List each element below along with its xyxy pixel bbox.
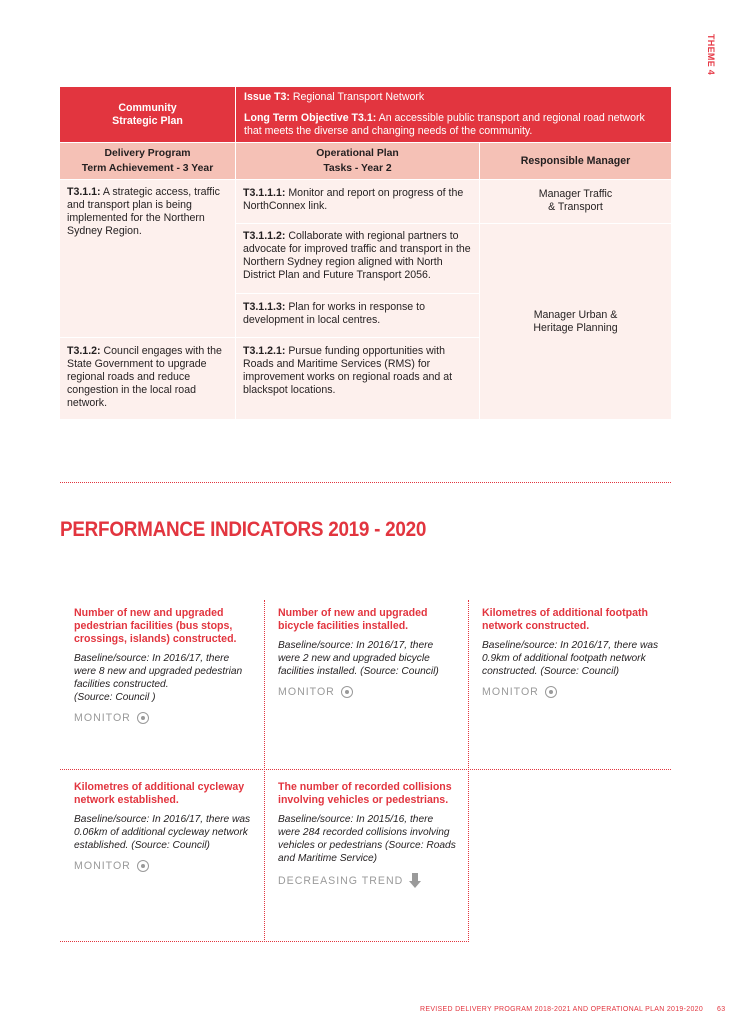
performance-indicators-title: PERFORMANCE INDICATORS 2019 - 2020 xyxy=(60,518,427,541)
issue-header xyxy=(236,87,671,142)
kpi-grid-line xyxy=(60,769,671,770)
kpi-footpath-network xyxy=(482,607,662,698)
objective-text: An accessible public transport and regional road network that meets the diverse and changing needs of the community. xyxy=(244,112,645,137)
section-divider xyxy=(60,482,671,483)
kpi-status xyxy=(278,873,458,888)
kpi-status-label: MONITOR xyxy=(278,686,335,698)
task-text: Collaborate with regional partners to advocate for improved traffic and transport in the Northern Sydney region aligned with North District Plan and Future Transport 2056. xyxy=(243,230,471,281)
kpi-recorded-collisions xyxy=(278,781,458,888)
operational-plan-header-line1: Operational Plan xyxy=(316,148,399,159)
kpi-status-label: MONITOR xyxy=(482,686,539,698)
task-text: Pursue funding opportunities with Roads and Maritime Services (RMS) for improvement works on regional roads and at blackspot locations. xyxy=(243,345,453,396)
monitor-circle-icon xyxy=(545,686,557,698)
kpi-status xyxy=(482,686,662,698)
delivery-cell-t312 xyxy=(60,338,235,419)
community-header-text: Community Strategic Plan xyxy=(112,101,183,127)
down-arrow-icon xyxy=(409,873,421,888)
delivery-text: A strategic access, traffic and transport plan is being implemented for the Northern Sydney Region. xyxy=(67,186,220,237)
delivery-program-header-line2: Term Achievement - 3 Year xyxy=(81,163,214,174)
task-cell-t3112 xyxy=(236,224,479,293)
kpi-baseline: Baseline/source: In 2016/17, there were 2 new and upgraded bicycle facilities installed. (Source: Council) xyxy=(278,640,439,677)
kpi-title: Number of new and upgraded bicycle facilities installed. xyxy=(278,607,428,632)
kpi-title: Number of new and upgraded pedestrian facilities (bus stops, crossings, islands) constructed. xyxy=(74,607,237,645)
theme-tab: THEME 4 xyxy=(706,34,716,76)
delivery-code: T3.1.2: xyxy=(67,345,101,357)
manager-cell-urban xyxy=(480,224,671,419)
delivery-code: T3.1.1: xyxy=(67,186,101,198)
kpi-status xyxy=(74,860,254,872)
kpi-status-label: MONITOR xyxy=(74,712,131,724)
delivery-program-header xyxy=(60,143,235,179)
task-text: Plan for works in response to development in local centres. xyxy=(243,301,425,326)
operational-plan-header-line2: Tasks - Year 2 xyxy=(323,163,392,174)
kpi-title: Kilometres of additional footpath network constructed. xyxy=(482,607,648,632)
issue-label: Issue T3: xyxy=(244,91,290,103)
task-code: T3.1.2.1: xyxy=(243,345,286,357)
kpi-cycleway-network xyxy=(74,781,254,872)
kpi-pedestrian-facilities xyxy=(74,607,254,724)
kpi-title: The number of recorded collisions involving vehicles or pedestrians. xyxy=(278,781,452,806)
manager-cell-traffic: Manager Traffic & Transport xyxy=(480,180,671,223)
task-cell-t3113 xyxy=(236,294,479,337)
plan-table xyxy=(60,87,671,419)
monitor-circle-icon xyxy=(137,712,149,724)
kpi-status-label: MONITOR xyxy=(74,860,131,872)
operational-plan-header xyxy=(236,143,479,179)
kpi-baseline: Baseline/source: In 2015/16, there were 284 recorded collisions involving vehicles or pedestrians (Source: Roads and Maritime Service) xyxy=(278,814,456,864)
objective-line xyxy=(244,112,663,138)
footer-text: REVISED DELIVERY PROGRAM 2018-2021 AND OPERATIONAL PLAN 2019-2020 xyxy=(420,1006,704,1013)
task-cell-t3111 xyxy=(236,180,479,223)
task-code: T3.1.1.1: xyxy=(243,187,286,199)
responsible-manager-header: Responsible Manager xyxy=(480,143,671,179)
kpi-baseline: Baseline/source: In 2016/17, there were 8 new and upgraded pedestrian facilities constructed. (Source: Council ) xyxy=(74,653,243,703)
monitor-circle-icon xyxy=(341,686,353,698)
task-code: T3.1.1.2: xyxy=(243,230,286,242)
manager-urban-text: Manager Urban & Heritage Planning xyxy=(533,308,618,334)
task-cell-t3121 xyxy=(236,338,479,419)
delivery-text: Council engages with the State Government to upgrade regional roads and reduce congestion in the local road network. xyxy=(67,345,222,409)
page-footer xyxy=(420,1006,725,1013)
task-code: T3.1.1.3: xyxy=(243,301,286,313)
task-text: Monitor and report on progress of the NorthConnex link. xyxy=(243,187,464,212)
kpi-baseline: Baseline/source: In 2016/17, there was 0.9km of additional footpath network constructed. (Source: Council) xyxy=(482,640,659,677)
delivery-cell-t311 xyxy=(60,180,235,337)
issue-line xyxy=(244,91,663,104)
kpi-status-label: DECREASING TREND xyxy=(278,874,404,887)
page-number: 63 xyxy=(717,1006,726,1013)
kpi-grid-line xyxy=(264,600,265,942)
community-strategic-plan-header xyxy=(60,87,235,142)
kpi-grid-line xyxy=(468,600,469,942)
kpi-status xyxy=(278,686,458,698)
issue-text: Regional Transport Network xyxy=(289,91,425,103)
kpi-baseline: Baseline/source: In 2016/17, there was 0.06km of additional cycleway network established. (Source: Council) xyxy=(74,814,251,851)
kpi-title: Kilometres of additional cycleway network established. xyxy=(74,781,245,806)
delivery-program-header-line1: Delivery Program xyxy=(104,148,191,159)
objective-label: Long Term Objective T3.1: xyxy=(244,112,377,124)
monitor-circle-icon xyxy=(137,860,149,872)
kpi-status xyxy=(74,712,254,724)
kpi-bicycle-facilities xyxy=(278,607,458,698)
